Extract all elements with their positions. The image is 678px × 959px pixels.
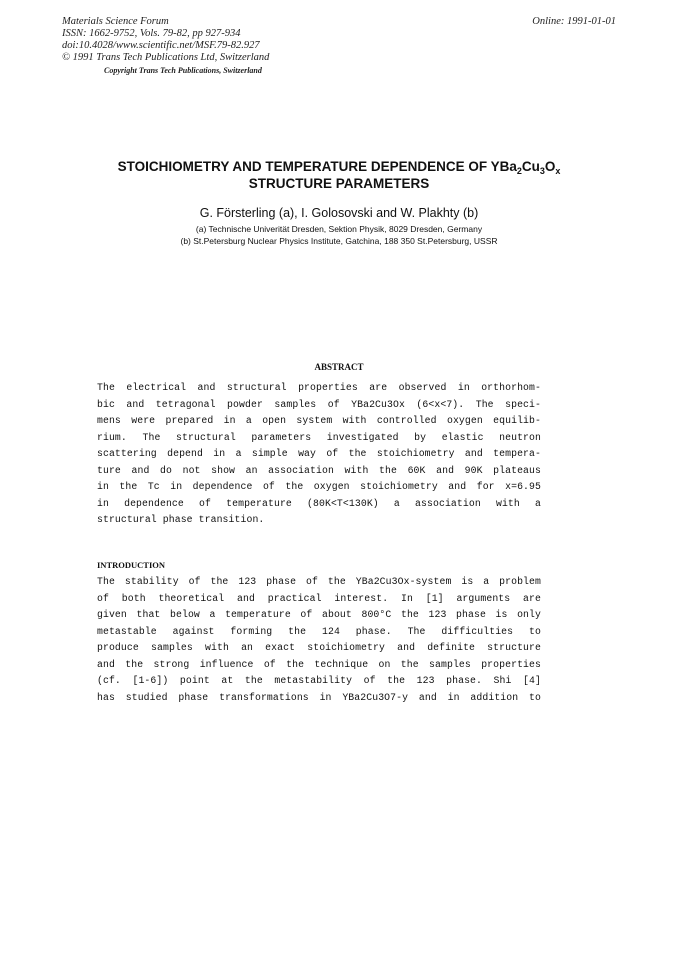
abstract-heading: ABSTRACT bbox=[314, 362, 364, 372]
affiliation-b: (b) St.Petersburg Nuclear Physics Institute, Gatchina, 188 350 St.Petersburg, USSR bbox=[180, 236, 498, 246]
affiliation-a: (a) Technische Univerität Dresden, Sektion Physik, 8029 Dresden, Germany bbox=[195, 224, 483, 234]
abstract-line: ture and do not show an association with the 60K and 90K plateaus bbox=[97, 464, 541, 476]
intro-line: of both theoretical and practical interest. In [1] arguments are bbox=[97, 592, 541, 604]
abstract-line: rium. The structural parameters investigated by elastic neutron bbox=[97, 431, 541, 443]
journal-name: Materials Science Forum bbox=[62, 16, 169, 27]
abstract-line: scattering depend in a simple way of the stoichiometry and tempera- bbox=[97, 448, 541, 459]
abstract-line: bic and tetragonal powder samples of YBa2Cu3Ox (6<x<7). The speci- bbox=[97, 398, 541, 410]
intro-line: produce samples with an exact stoichiometry and definite structure bbox=[97, 642, 541, 653]
title-line-2: STRUCTURE PARAMETERS bbox=[248, 176, 430, 191]
abstract-line: structural phase transition. bbox=[97, 514, 265, 525]
issn-line: ISSN: 1662-9752, Vols. 79-82, pp 927-934 bbox=[62, 28, 241, 39]
doi-line: doi:10.4028/www.scientific.net/MSF.79-82.927 bbox=[62, 40, 260, 51]
intro-line: metastable against forming the 124 phase. The difficulties to bbox=[97, 625, 541, 637]
affiliations bbox=[0, 223, 678, 247]
abstract-line: in the Tc in dependence of the oxygen stoichiometry and for x=6.95 bbox=[97, 481, 541, 492]
introduction-text bbox=[97, 574, 541, 706]
online-date: Online: 1991-01-01 bbox=[532, 16, 616, 27]
citation-block bbox=[62, 16, 269, 64]
copyright-line: © 1991 Trans Tech Publications Ltd, Switzerland bbox=[62, 52, 270, 63]
abstract-text bbox=[97, 380, 541, 529]
intro-line: given that below a temperature of about 800°C the 123 phase is only bbox=[97, 609, 541, 620]
intro-line: and the strong influence of the technique on the samples properties bbox=[97, 658, 541, 670]
introduction-heading: INTRODUCTION bbox=[97, 560, 166, 570]
publisher-copyright: Copyright Trans Tech Publications, Switzerland bbox=[104, 66, 262, 75]
title-line-1: STOICHIOMETRY AND TEMPERATURE DEPENDENCE OF $YBa_2Cu_3O_x$ bbox=[117, 159, 561, 176]
abstract-line: The electrical and structural properties are observed in orthorhom- bbox=[97, 382, 541, 393]
authors: G. Försterling (a), I. Golosovski and W. Plakhty (b) bbox=[199, 206, 479, 220]
paper-title bbox=[0, 158, 678, 192]
intro-line: The stability of the 123 phase of the YBa2Cu3Ox-system is a problem bbox=[97, 576, 541, 587]
abstract-line: in dependence of temperature (80K<T<130K) a association with a bbox=[97, 497, 541, 509]
abstract-line: mens were prepared in a open system with controlled oxygen equilib- bbox=[97, 415, 541, 426]
intro-line: (cf. [1-6]) point at the metastability of the 123 phase. Shi [4] bbox=[97, 675, 541, 686]
intro-line: has studied phase transformations in YBa2Cu3O7-y and in addition to bbox=[97, 691, 541, 703]
